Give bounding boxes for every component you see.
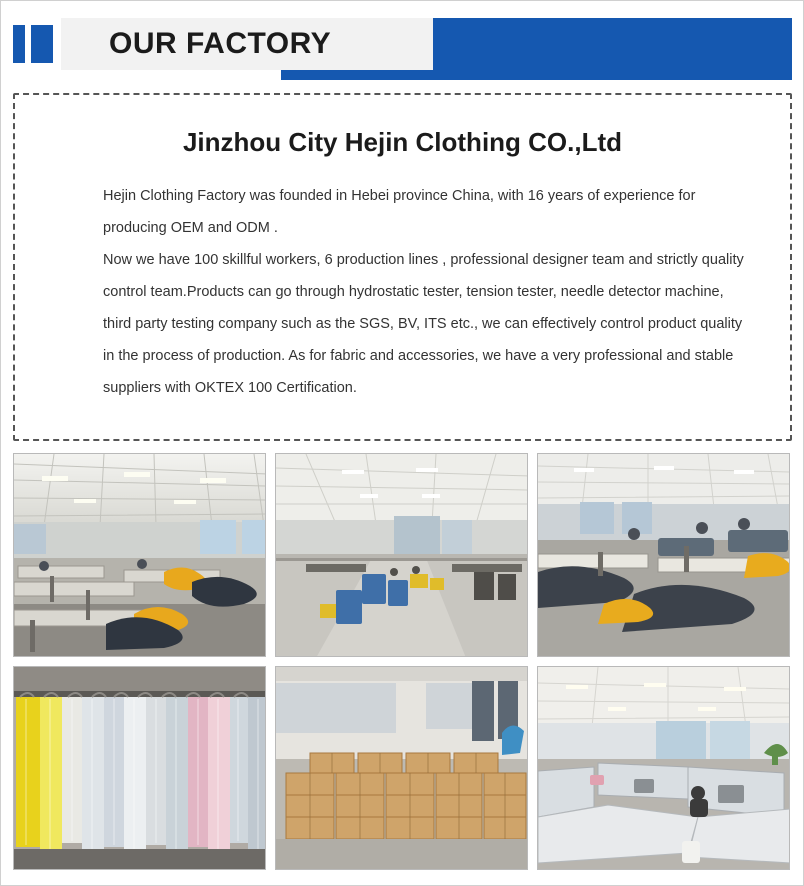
company-info-box xyxy=(13,93,792,441)
photo-garment-hanging-rack[interactable] xyxy=(13,666,266,870)
description-paragraph-2: Now we have 100 skillful workers, 6 production lines , professional designer team and strictly quality control team.Products can go through hydrostatic tester, tension tester, needle detector machine, third party testing company such as the SGS, BV, ITS etc., we can effectively control product quality in the process of production. As for fabric and accessories, we have a very professional and stable suppliers with OKTEX 100 Certification. xyxy=(103,252,744,396)
page-title: OUR FACTORY xyxy=(109,27,332,60)
page-title-plate xyxy=(61,18,433,70)
photo-office-area[interactable] xyxy=(537,666,790,870)
factory-photo-gallery xyxy=(13,453,792,870)
header-blue-panel xyxy=(433,18,792,70)
photo-production-line-hall[interactable] xyxy=(275,453,528,657)
description-paragraph-1: Hejin Clothing Factory was founded in Hebei province China, with 16 years of experience for producing OEM and ODM . xyxy=(103,188,696,236)
company-description xyxy=(103,180,748,404)
header-underline-stripe xyxy=(281,70,792,80)
page-header xyxy=(13,14,791,78)
header-accent-block-1 xyxy=(13,25,25,63)
header-accent-block-2 xyxy=(31,25,53,63)
photo-carton-warehouse[interactable] xyxy=(275,666,528,870)
company-name: Jinzhou City Hejin Clothing CO.,Ltd xyxy=(182,127,623,157)
photo-sewing-workshop-1[interactable] xyxy=(13,453,266,657)
photo-sewing-workshop-2[interactable] xyxy=(537,453,790,657)
header-bar xyxy=(13,14,792,78)
